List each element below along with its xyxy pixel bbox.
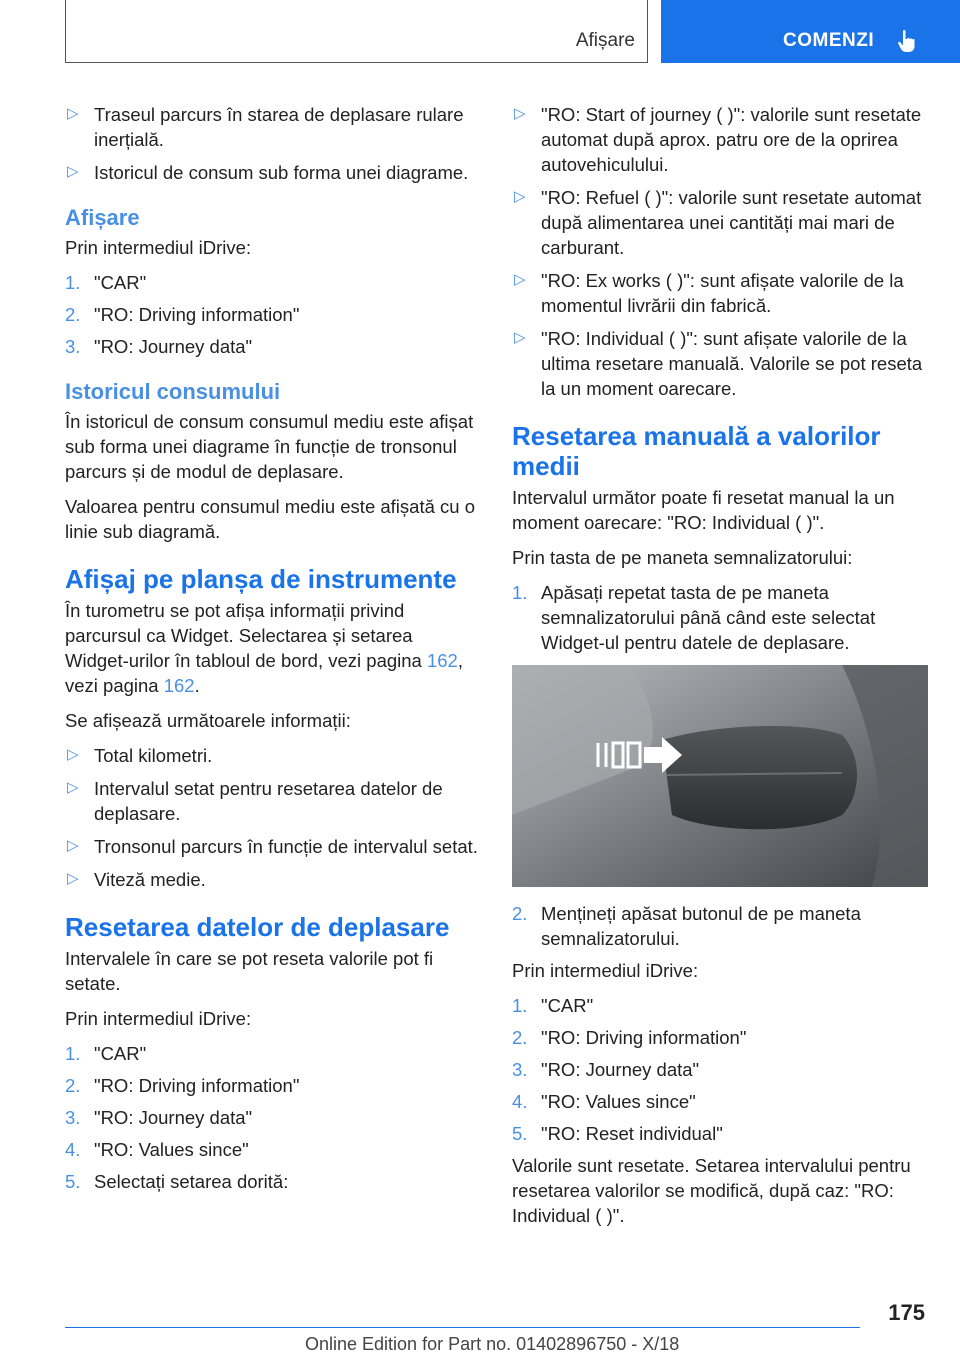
list-item: 3. "RO: Journey data" (65, 1107, 253, 1128)
list-item: 2. "RO: Driving information" (65, 1075, 300, 1096)
list-item: ▷ "RO: Individual ( )": sunt afișate valorile de la ultima resetare manuală. Valorile se pot reseta la un moment oarecare. (512, 326, 928, 401)
paragraph: Intervalele în care se pot reseta valorile pot fi setate. (65, 948, 434, 994)
heading-afisare: Afișare (65, 205, 140, 230)
right-column (512, 102, 928, 1238)
header-frame (65, 0, 648, 63)
pointing-hand-icon (897, 29, 919, 53)
turn-signal-lever-photo (512, 665, 928, 887)
tab-comenzi[interactable] (661, 0, 960, 63)
paragraph: Prin intermediul iDrive: (65, 237, 252, 258)
list-item: 2. "RO: Driving information" (512, 1027, 747, 1048)
list-item: ▷ Intervalul setat pentru resetarea datelor de deplasare. (65, 776, 480, 826)
paragraph: Intervalul următor poate fi resetat manual la un moment oarecare: "RO: Individual ( )". (512, 487, 895, 533)
heading-istoricul-consumului: Istoricul consumului (65, 379, 281, 404)
list-item: ▷ Viteză medie. (65, 867, 480, 892)
list-item: ▷ Tronsonul parcurs în funcție de intervalul setat. (65, 834, 480, 859)
list-item: 4. "RO: Values since" (512, 1091, 696, 1112)
list-item: 1. "CAR" (65, 1043, 147, 1064)
list-item: ▷ Traseul parcurs în starea de deplasare rulare inerțială. (65, 102, 480, 152)
section-label: Afișare (575, 30, 635, 51)
triangle-bullet-icon: ▷ (514, 329, 526, 346)
left-column (65, 102, 480, 1201)
page-number: 175 (888, 1300, 925, 1325)
paragraph: Valoarea pentru consumul mediu este afișată cu o linie sub diagramă. (65, 496, 475, 542)
heading-afisaj-plansa: Afișaj pe planșa de instrumente (65, 564, 457, 594)
paragraph: În turometru se pot afișa informații privind parcursul ca Widget. Selectarea și setarea Widget-urilor în tabloul de bord, vezi pagina 162, vezi pagina 162. (65, 600, 463, 696)
list-item: ▷ "RO: Refuel ( )": valorile sunt resetate automat după alimentarea unei cantități mai mari de carburant. (512, 185, 928, 260)
paragraph: Prin intermediul iDrive: (512, 960, 699, 981)
triangle-bullet-icon: ▷ (514, 271, 526, 288)
list-item: 2. "RO: Driving information" (65, 304, 300, 325)
tab-comenzi-label: COMENZI (783, 30, 875, 51)
list-item: ▷ "RO: Start of journey ( )": valorile sunt resetate automat după aprox. patru ore de la oprirea autovehiculului. (512, 102, 928, 177)
triangle-bullet-icon: ▷ (67, 105, 79, 122)
heading-resetarea-manuala: Resetarea manuală a valorilor medii (512, 421, 881, 481)
paragraph: Se afișează următoarele informații: (65, 710, 351, 731)
triangle-bullet-icon: ▷ (514, 105, 526, 122)
triangle-bullet-icon: ▷ (67, 163, 79, 180)
triangle-bullet-icon: ▷ (67, 870, 79, 887)
triangle-bullet-icon: ▷ (514, 188, 526, 205)
triangle-bullet-icon: ▷ (67, 779, 79, 796)
triangle-bullet-icon: ▷ (67, 746, 79, 763)
list-item: ▷ "RO: Ex works ( )": sunt afișate valorile de la momentul livrării din fabrică. (512, 268, 928, 318)
list-item: 1. Apăsați repetat tasta de pe maneta semnalizatorului până când este selectat Widget-ul pentru datele de deplasare. (512, 582, 876, 653)
list-item: 2. Mențineți apăsat butonul de pe maneta semnalizatorului. (512, 903, 861, 949)
heading-resetarea-datelor: Resetarea datelor de deplasare (65, 912, 450, 942)
triangle-bullet-icon: ▷ (67, 837, 79, 854)
list-item: 5. "RO: Reset individual" (512, 1123, 723, 1144)
paragraph: Prin tasta de pe maneta semnalizatorului: (512, 547, 853, 568)
list-item: ▷ Total kilometri. (65, 743, 480, 768)
list-item: 1. "CAR" (65, 272, 147, 293)
list-item: 5. Selectați setarea dorită: (65, 1171, 289, 1192)
footer-edition: Online Edition for Part no. 01402896750 - X/18 (305, 1334, 680, 1354)
paragraph: În istoricul de consum consumul mediu este afișat sub forma unei diagrame în funcție de tronsonul parcurs și de modul de deplasare. (65, 411, 474, 482)
list-item: 4. "RO: Values since" (65, 1139, 249, 1160)
page-link[interactable]: 162 (426, 650, 458, 671)
footer-divider (65, 1327, 860, 1328)
list-item: ▷ Istoricul de consum sub forma unei diagrame. (65, 160, 480, 185)
list-item: 3. "RO: Journey data" (512, 1059, 700, 1080)
page-link[interactable]: 162 (163, 675, 195, 696)
paragraph: Prin intermediul iDrive: (65, 1008, 252, 1029)
paragraph: Valorile sunt resetate. Setarea intervalului pentru resetarea valorilor se modifică, după caz: "RO: Individual ( )". (512, 1155, 911, 1226)
list-item: 1. "CAR" (512, 995, 594, 1016)
list-item: 3. "RO: Journey data" (65, 336, 253, 357)
